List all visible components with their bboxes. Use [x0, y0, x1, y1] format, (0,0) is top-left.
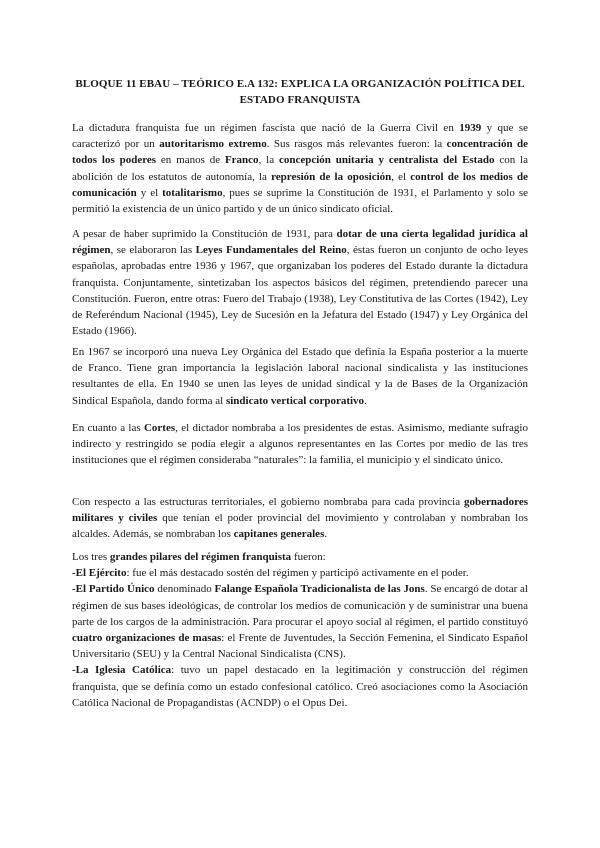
bold-text-run: -El Partido Único	[72, 583, 155, 596]
pillar-iglesia-catolica	[72, 662, 528, 711]
text-run: que tenían el poder provincial del movimiento y controlaban y nombraban los alcaldes. Además, se nombraban los	[72, 512, 528, 541]
bold-text-run: autoritarismo extremo	[159, 138, 267, 151]
bold-text-run: control de los medios de comunicación	[72, 170, 528, 199]
bold-text-run: -El Ejército	[72, 567, 127, 580]
bold-text-run: capitanes generales	[233, 528, 325, 541]
text-run: , pues se suprime la Constitución de 1931, el Parlamento y solo se permitió la existencia de un único partido y de un único sindicato oficial.	[72, 186, 528, 216]
bold-text-run: Leyes Fundamentales del Reino	[195, 244, 347, 257]
bold-text-run: Franco	[224, 154, 259, 167]
bold-text-run: grandes pilares del régimen franquista	[109, 551, 292, 563]
bold-text-run: represión de la oposición	[271, 170, 392, 183]
paragraph-intro	[72, 120, 528, 217]
paragraph-estructuras-territoriales	[72, 494, 528, 543]
text-run: , la	[258, 154, 279, 167]
paragraph-cortes	[72, 420, 528, 469]
paragraph-ley-organica	[72, 344, 528, 409]
text-run: A pesar de haber suprimido la Constitución de 1931, para	[72, 228, 337, 240]
pillar-ejercito	[72, 565, 528, 581]
text-run: La dictadura franquista fue un régimen fascista que nació de la Guerra Civil en	[72, 122, 460, 134]
text-run: : fue el más destacado sostén del régimen y participó activamente en el poder.	[126, 567, 469, 580]
text-run: Con respecto a las estructuras territoriales, el gobierno nombraba para cada provincia	[72, 496, 465, 508]
text-run: fueron:	[291, 551, 326, 563]
text-run: . Sus rasgos más relevantes fueron: la	[266, 138, 447, 151]
bold-text-run: -La Iglesia Católica	[72, 664, 172, 677]
bold-text-run: cuatro organizaciones de masas	[72, 632, 222, 645]
text-run: : el Frente de Juventudes, la Sección Femenina, el Sindicato Español Universitario (SEU) y la Central Nacional Sindicalista (CNS).	[72, 632, 528, 661]
bold-text-run: concentración de todos los poderes	[72, 138, 529, 167]
bold-text-run: dotar de una cierta legalidad jurídica al régimen	[72, 228, 528, 257]
pillar-partido-unico	[72, 581, 528, 662]
text-run: : tuvo un papel destacado en la legitimación y construcción del régimen franquista, que se definía como un estado confesional católico. Creó asociaciones como la Asociación Católica Nacional de Propagandistas (ACNDP) o el Opus Dei.	[72, 664, 528, 709]
bold-text-run: gobernadores militares y civiles	[72, 496, 528, 525]
bold-text-run: concepción unitaria y centralista del Estado	[278, 154, 495, 167]
text-run: denominado	[154, 583, 215, 596]
text-run: y el	[136, 186, 163, 199]
text-run: .	[324, 528, 328, 541]
text-run: , el dictador nombraba a los presidentes de estas. Asimismo, mediante sufragio indirecto y restringido se podía elegir a algunos representantes en las Cortes por medio de las tres instituciones que el régimen consideraba “naturales”: la familia, el municipio y el sindicato único.	[72, 422, 528, 467]
bold-text-run: totalitarismo	[162, 186, 223, 199]
text-run: .	[364, 394, 367, 407]
text-run: , se elaboraron las	[110, 244, 196, 257]
text-run: en manos de	[156, 154, 225, 167]
text-run: . Se encargó de dotar al régimen de sus bases ideológicas, de controlar los medios de comunicación y de suministrar una buena parte de los cargos de la administración. Para procurar el apoyo social al régimen, el partido constituyó	[72, 583, 528, 628]
text-run: , el	[391, 170, 411, 183]
bold-text-run: sindicato vertical corporativo	[225, 394, 365, 407]
document-title: BLOQUE 11 EBAU – TEÓRICO E.A 132: EXPLICA LA ORGANIZACIÓN POLÍTICA DEL ESTADO FRANQUISTA	[75, 78, 525, 106]
pillars-section	[72, 549, 528, 711]
text-run: con la abolición de los estatutos de autonomía, la	[72, 154, 528, 183]
text-run: En cuanto a las	[72, 422, 144, 434]
text-run: Los tres	[72, 551, 110, 563]
text-run: , éstas fueron un conjunto de ocho leyes españolas, aprobadas entre 1936 y 1967, que organizaban los poderes del Estado durante la dictadura franquista. Conjuntamente, sintetizaban los aspectos básicos del régimen, pretendiendo parecer una Constitución. Fueron, entre otras: Fuero del Trabajo (1938), Ley Constitutiva de las Cortes (1942), Ley de Referéndum Nacional (1945), Ley de Sucesión en la Jefatura del Estado (1947) y Ley Orgánica del Estado (1966).	[72, 244, 528, 338]
paragraph-leyes-fundamentales	[72, 226, 528, 339]
text-run: y que se caracterizó por un	[72, 122, 529, 151]
pillars-intro	[72, 549, 528, 565]
bold-text-run: 1939	[459, 122, 482, 134]
bold-text-run: Cortes	[143, 422, 176, 434]
bold-text-run: Falange Española Tradicionalista de las Jons	[214, 583, 425, 596]
text-run: En 1967 se incorporó una nueva Ley Orgánica del Estado que definía la España posterior a la muerte de Franco. Tiene gran importancia la legislación laboral nacional sindicalista y las instituciones resultantes de ella. En 1940 se unen las leyes de unidad sindical y la de Bases de la Organización Sindical Española, dando forma al	[72, 346, 528, 407]
